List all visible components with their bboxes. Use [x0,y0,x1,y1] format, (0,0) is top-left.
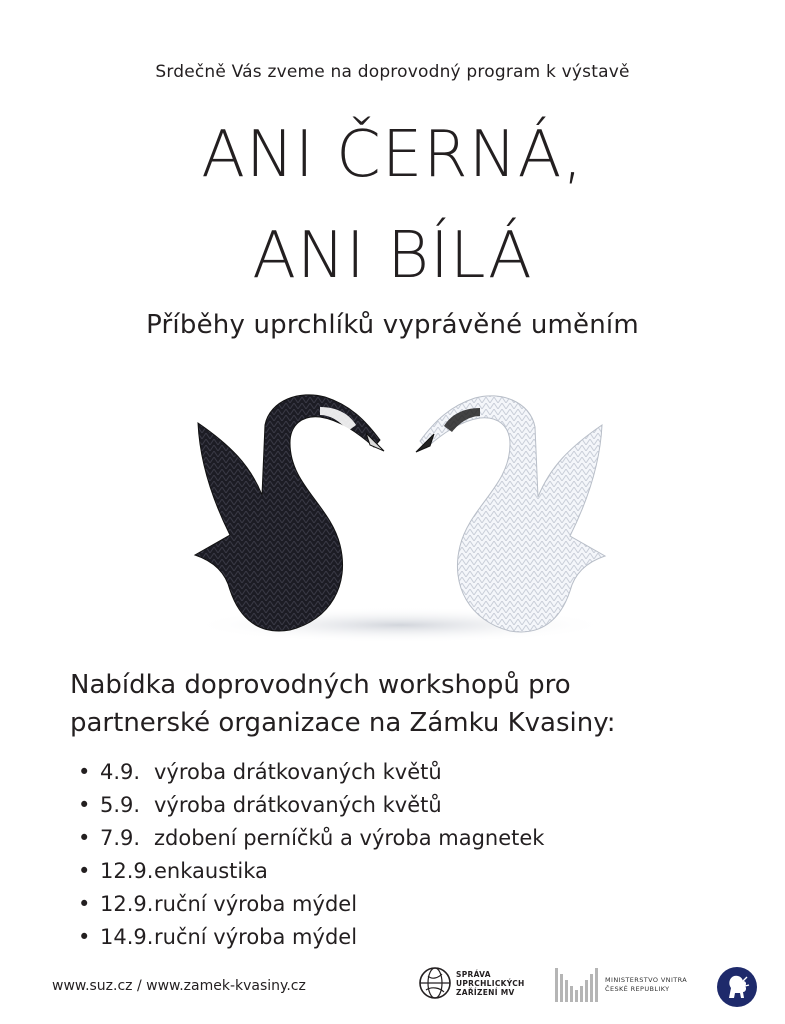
offer-heading-line-1: Nabídka doprovodných workshopů pro [70,670,571,700]
workshop-activity: zdobení perníčků a výroba magnetek [154,826,545,850]
workshop-activity: ruční výroba mýdel [154,925,358,949]
suz-logo-line-3: ZAŘÍZENÍ MV [456,987,515,997]
lion-emblem-icon [716,966,758,1008]
workshop-date: 4.9. [100,760,141,784]
suz-logo-line-1: SPRÁVA [456,969,491,979]
list-item [78,888,544,921]
mv-logo [555,968,687,1002]
subtitle: Příběhy uprchlíků vyprávěné uměním [146,310,639,340]
globe-icon [418,966,452,1000]
workshop-list [78,756,544,954]
ministry-bars-icon [555,968,601,1002]
bullet-icon: • [78,859,91,883]
bullet-icon: • [78,760,91,784]
bullet-icon: • [78,925,91,949]
origami-swans-icon [170,385,630,645]
list-item [78,921,544,954]
title-line-1: ANI ČERNÁ, [201,118,584,192]
workshop-date: 5.9. [100,793,141,817]
offer-heading-line-2: partnerské organizace na Zámku Kvasiny: [70,708,616,738]
list-item [78,822,544,855]
website-links: www.suz.cz / www.zamek-kvasiny.cz [52,978,306,994]
workshop-activity: enkaustika [154,859,268,883]
bullet-icon: • [78,892,91,916]
workshop-activity: ruční výroba mýdel [154,892,358,916]
workshop-date: 12.9. [100,859,154,883]
workshop-date: 7.9. [100,826,141,850]
bullet-icon: • [78,793,91,817]
workshop-activity: výroba drátkovaných květů [154,760,442,784]
list-item [78,789,544,822]
workshop-date: 14.9. [100,925,154,949]
mv-logo-line-1: MINISTERSTVO VNITRA [605,976,688,984]
workshop-offer-heading [70,666,615,742]
invitation-text: Srdečně Vás zveme na doprovodný program k výstavě [155,62,630,82]
workshop-activity: výroba drátkovaných květů [154,793,442,817]
mv-logo-line-2: ČESKÉ REPUBLIKY [605,985,670,993]
list-item [78,756,544,789]
list-item [78,855,544,888]
suz-logo-line-2: UPRCHLICKÝCH [456,978,525,988]
suz-logo [418,966,525,1000]
title-line-2: ANI BÍLÁ [252,219,533,293]
workshop-date: 12.9. [100,892,154,916]
bullet-icon: • [78,826,91,850]
